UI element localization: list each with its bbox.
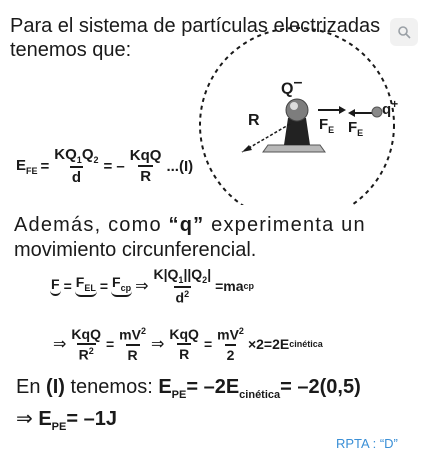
support-stand <box>284 118 310 145</box>
eq1-tag: ...(I) <box>166 157 194 175</box>
charge-q-dot <box>372 107 382 117</box>
radius-label: R <box>248 112 260 129</box>
eq1-fraction-1: $\frac{KQ_1Q_2}{d}$ <box>54 146 99 186</box>
intro-line-2: tenemos que: <box>10 39 132 61</box>
intro-line-1: Para el sistema de partículas electrizadas <box>10 15 381 37</box>
text2-line-1: Además, como “q” experimenta un <box>14 214 366 236</box>
equation-forces: F = $F_{EL}$ = $F_{cp}$ ⇒ $\frac{K|Q_1||Q_2|}{d^2}$ =ma cp <box>51 266 255 306</box>
final-line-2: ⇒ $E_{PE}= -1J$ <box>16 408 117 433</box>
support-base <box>263 145 325 152</box>
eq3-fraction-3: $\frac{\text{KqQ}}{R}$ <box>169 326 199 363</box>
eq1-lhs: $E_{FE}$ <box>16 156 38 176</box>
charge-q-label: q+ <box>382 97 399 118</box>
charge-Q-label: Q– <box>281 74 303 98</box>
eq2-fraction: $\frac{K|Q_1||Q_2|}{d^2}$ <box>153 266 212 306</box>
text2-line-2: movimiento circunferencial. <box>14 239 257 261</box>
eq3-fraction-2: $\frac{mV^2}{R}$ <box>119 326 146 363</box>
answer-label: RPTA : “D” <box>336 436 398 451</box>
final-line-1: En (I) tenemos: $E_{PE}= -2E_{cinética}= -2(0,5)$ <box>16 376 361 401</box>
equation-potential-energy: $E_{FE}$ = $\frac{KQ_1Q_2}{d}$ = – $\frac{\text{KqQ}}{R}$ ...(I) <box>16 146 194 186</box>
force-label-2: $F_E$ <box>348 119 364 138</box>
eq3-fraction-1: $\frac{\text{KqQ}}{R^2}$ <box>71 326 101 363</box>
force-label-1: $F_E$ <box>319 116 335 135</box>
eq3-fraction-4: $\frac{mV^2}{2}$ <box>217 326 244 363</box>
equation-kinetic: ⇒ $\frac{\text{KqQ}}{R^2}$ = $\frac{mV^2}{R}$ ⇒ $\frac{\text{KqQ}}{R}$ = $\frac{mV^2}{2}$ ×2=2E cinética <box>53 326 323 363</box>
eq1-fraction-2: $\frac{\text{KqQ}}{R}$ <box>129 147 162 185</box>
charge-Q-sphere <box>286 99 308 121</box>
